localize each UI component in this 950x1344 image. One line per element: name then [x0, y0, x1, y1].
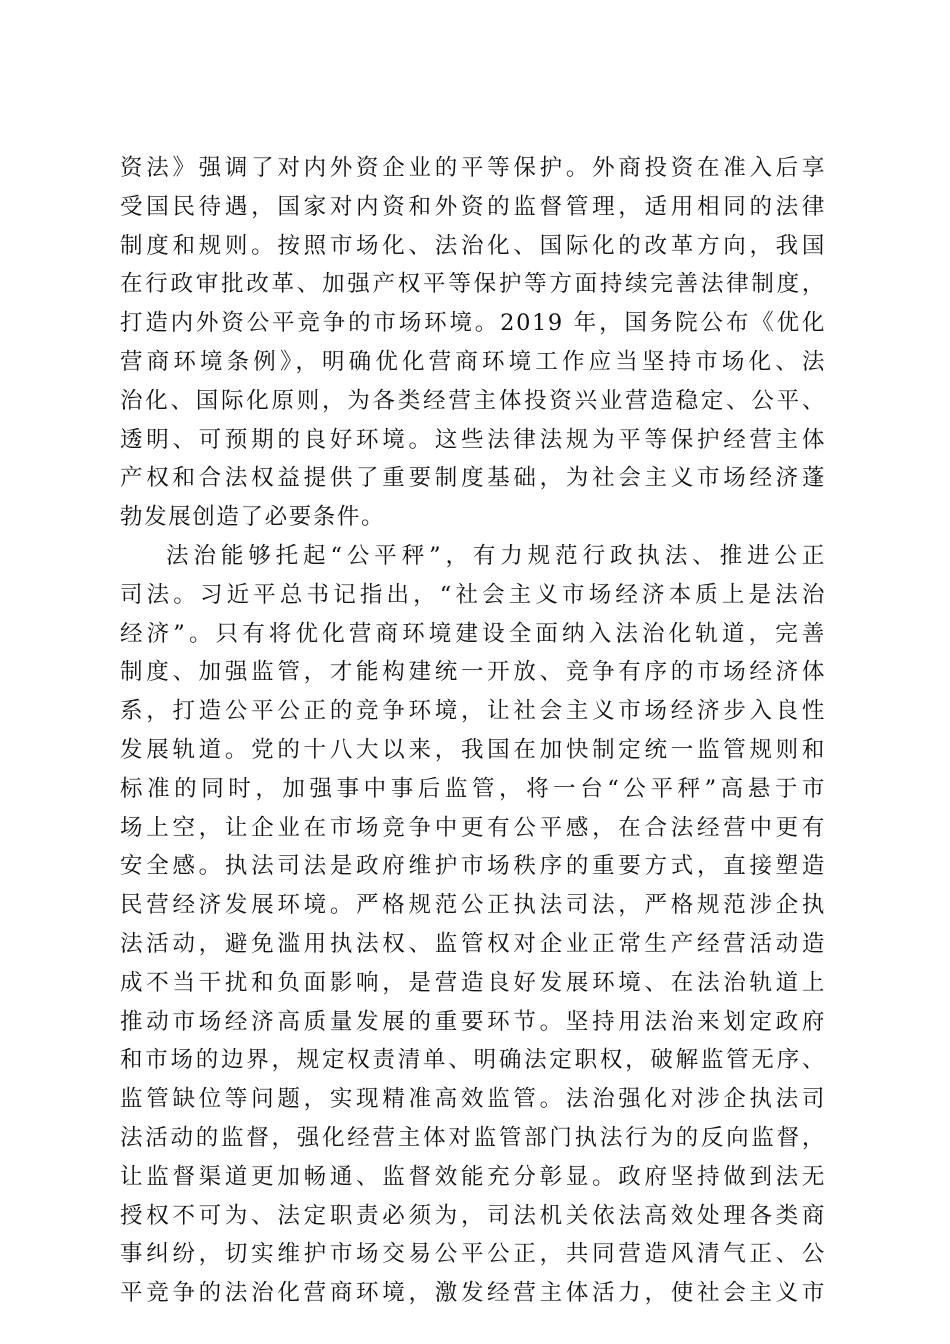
- text-line: 打造内外资公平竞争的市场环境。2019 年，国务院公布《优化: [120, 310, 826, 337]
- text-line: 治化、国际化原则，为各类经营主体投资兴业营造稳定、公平、: [120, 387, 826, 414]
- text-line: 法活动的监督，强化经营主体对监管部门执法行为的反向监督，: [120, 1124, 826, 1151]
- text-line: 产权和合法权益提供了重要制度基础，为社会主义市场经济蓬: [120, 465, 826, 492]
- text-line: 司法。习近平总书记指出，“社会主义市场经济本质上是法治: [120, 581, 826, 608]
- text-line: 授权不可为、法定职责必须为，司法机关依法高效处理各类商: [120, 1202, 826, 1229]
- text-line: 平竞争的法治化营商环境，激发经营主体活力，使社会主义市: [120, 1280, 826, 1307]
- text-line: 成不当干扰和负面影响，是营造良好发展环境、在法治轨道上: [120, 969, 826, 996]
- text-line: 监管缺位等问题，实现精准高效监管。法治强化对涉企执法司: [120, 1086, 826, 1113]
- text-line: 事纠纷，切实维护市场交易公平公正，共同营造风清气正、公: [120, 1241, 826, 1268]
- text-line-last: 勃发展创造了必要条件。: [120, 504, 386, 531]
- text-line: 经济”。只有将优化营商环境建设全面纳入法治化轨道，完善: [120, 620, 826, 647]
- text-line: 场上空，让企业在市场竞争中更有公平感，在合法经营中更有: [120, 814, 826, 841]
- text-line: 受国民待遇，国家对内资和外资的监督管理，适用相同的法律: [120, 193, 826, 220]
- text-line: 法活动，避免滥用执法权、监管权对企业正常生产经营活动造: [120, 930, 826, 957]
- text-line: 让监督渠道更加畅通、监督效能充分彰显。政府坚持做到法无: [120, 1163, 826, 1190]
- text-line: 透明、可预期的良好环境。这些法律法规为平等保护经营主体: [120, 426, 826, 453]
- text-line: 制度和规则。按照市场化、法治化、国际化的改革方向，我国: [120, 232, 826, 259]
- body-text: [120, 149, 826, 1313]
- text-line: 标准的同时，加强事中事后监管，将一台“公平秤”高悬于市: [120, 775, 826, 802]
- text-line: 在行政审批改革、加强产权平等保护等方面持续完善法律制度，: [120, 271, 826, 298]
- text-line: 和市场的边界，规定权责清单、明确法定职权，破解监管无序、: [120, 1047, 826, 1074]
- text-line: 安全感。执法司法是政府维护市场秩序的重要方式，直接塑造: [120, 853, 826, 880]
- text-line: 系，打造公平公正的竞争环境，让社会主义市场经济步入良性: [120, 698, 826, 725]
- text-line-indented: 法治能够托起“公平秤”，有力规范行政执法、推进公正: [166, 542, 826, 569]
- text-line: 资法》强调了对内外资企业的平等保护。外商投资在准入后享: [120, 155, 826, 181]
- text-line: 制度、加强监管，才能构建统一开放、竞争有序的市场经济体: [120, 659, 826, 686]
- text-line: 推动市场经济高质量发展的重要环节。坚持用法治来划定政府: [120, 1008, 826, 1035]
- text-line: 营商环境条例》，明确优化营商环境工作应当坚持市场化、法: [120, 348, 826, 375]
- text-line: 民营经济发展环境。严格规范公正执法司法，严格规范涉企执: [120, 892, 826, 919]
- text-line: 发展轨道。党的十八大以来，我国在加快制定统一监管规则和: [120, 736, 826, 763]
